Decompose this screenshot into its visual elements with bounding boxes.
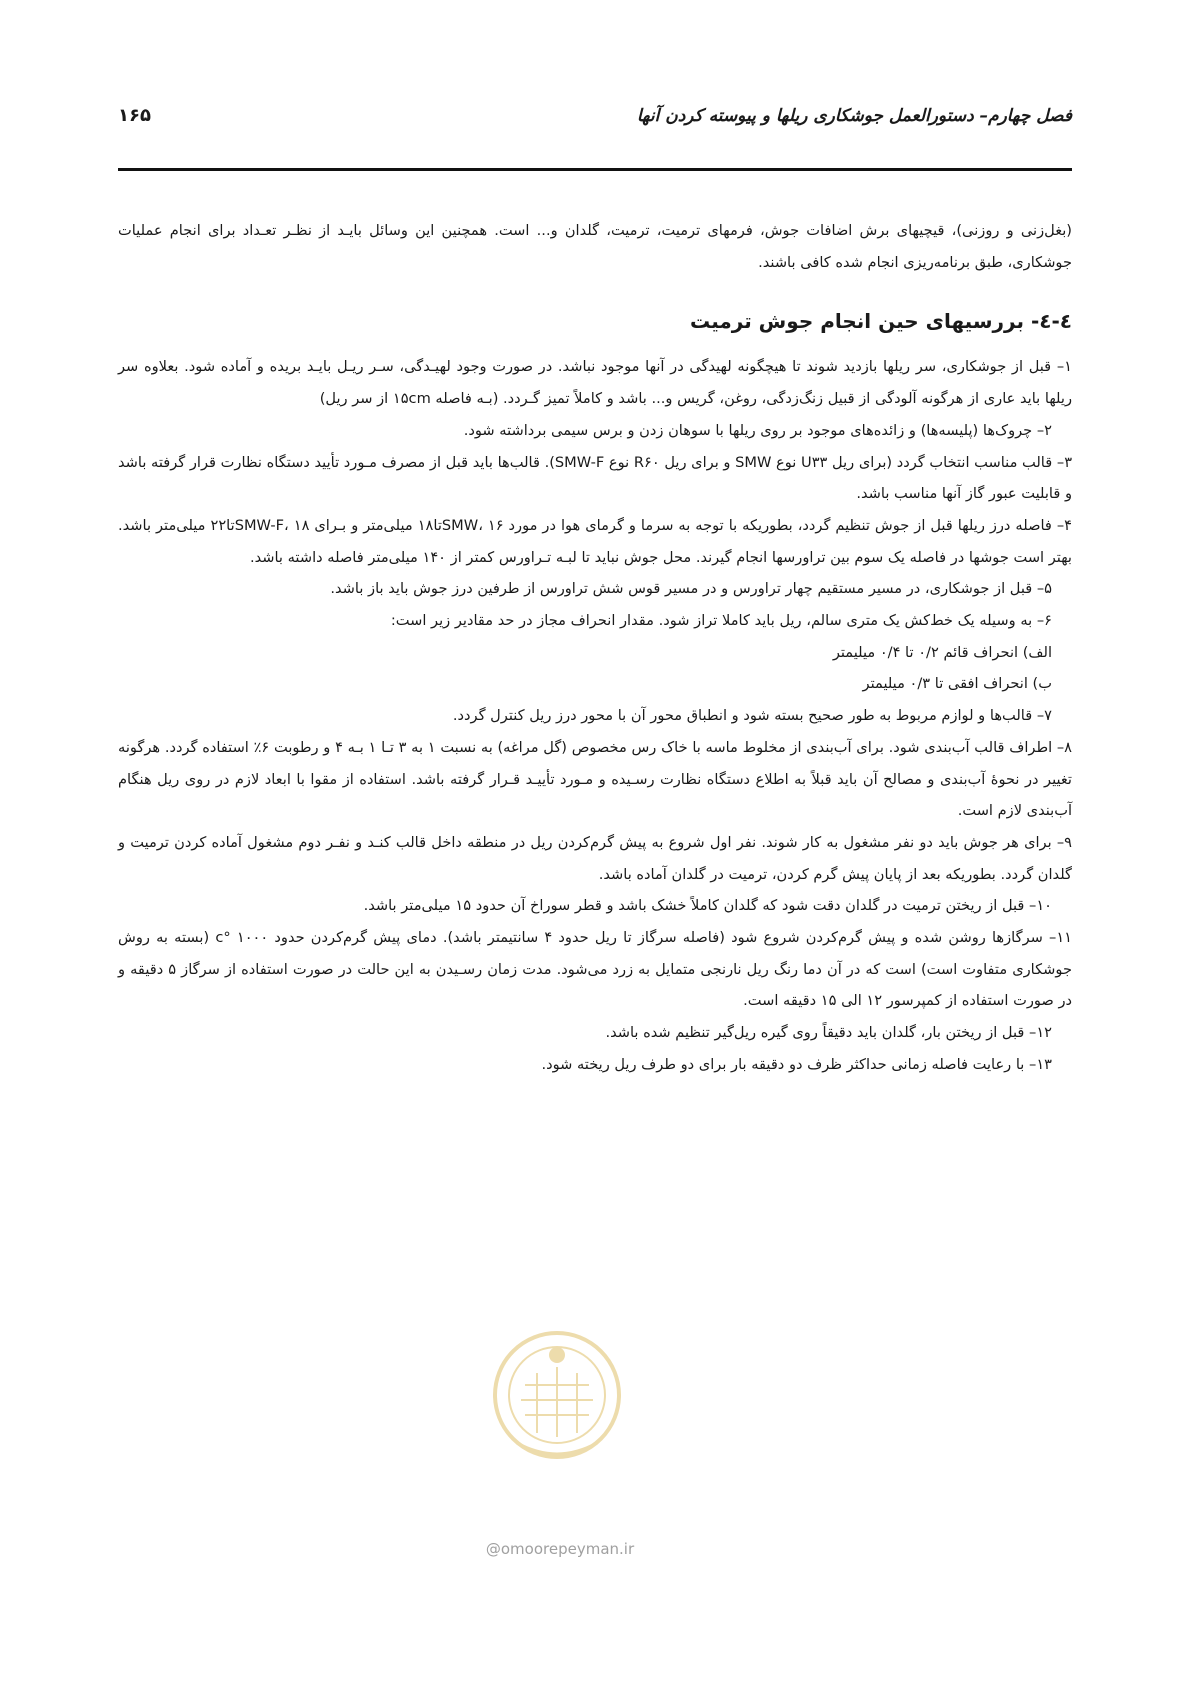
list-item-7: ۷– قالب‌ها و لوازم مربوط به طور صحیح بسته شود و انطباق محور آن با محور درز ریل کنترل گردد. xyxy=(452,707,1052,725)
list-item-8: ۸– اطراف قالب آب‌بندی شود. برای آب‌بندی از مخلوط ماسه با خاک رس مخصوص (گل مراغه) به نسبت ۱ به ۳ تـا ۱ بـه ۴ و رطوبت ۶٪ استفاده گردد. هرگونه تغییر در نحوهٔ آب‌بندی و مصالح آن باید قبلاً به اطلاع دستگاه نظارت رسـیده و مـورد تأییـد قـرار گرفته باشد. استفاده از مقوا با ابعاد لازم در روی ریل هنگام آب‌بندی لازم است. xyxy=(118,738,1072,820)
list-item-5: ۵– قبل از جوشکاری، در مسیر مستقیم چهار تراورس و در مسیر قوس شش تراورس از طرفین درز جوش باید باز باشد. xyxy=(330,580,1052,598)
watermark-url: @omoorepeyman.ir xyxy=(485,1540,635,1558)
list-item-3: ۳– قالب مناسب انتخاب گردد (برای ریل U۳۳ نوع SMW و برای ریل R۶۰ نوع SMW-F). قالب‌ها باید قبل از مصرف مـورد تأیید دستگاه نظارت قرار گرفته باشد و قابلیت عبور گاز آنها مناسب باشد. xyxy=(118,453,1073,503)
list-item-9: ۹– برای هر جوش باید دو نفر مشغول به کار شوند. نفر اول شروع به پیش گرم‌کردن ریل در منطقه داخل قالب کنـد و نفـر دوم مشغول آماده کردن ترمیت و گلدان گردد. بطوریکه بعد از پایان پیش گرم کردن، ترمیت در گلدان آماده باشد. xyxy=(118,833,1072,883)
list-item-4: ۴– فاصله درز ریلها قبل از جوش تنظیم گردد، بطوریکه با توجه به سرما و گرمای هوا در مورد SMW، ۱۶تا۱۸ میلی‌متر و بـرای SMW-F، ۱۸تا۲۲ میلی‌متر باشد. بهتر است جوشها در فاصله یک سوم بین تراورسها انجام گیرند. محل جوش نباید تا لبـه تـراورس کمتر از ۱۴۰ میلی‌متر فاصله داشته باشد. xyxy=(118,516,1072,566)
list-item-13: ۱۳– با رعایت فاصله زمانی حداکثر ظرف دو دقیقه بار برای دو طرف ریل ریخته شود. xyxy=(541,1055,1052,1073)
list-item-1: ۱– قبل از جوشکاری، سر ریلها بازدید شوند تا هیچگونه لهیدگی در آنها موجود نباشد. در صورت وجود لهیـدگی، سـر ریـل بایـد بریده و آماده شود. بعلاوه سر ریلها باید عاری از هرگونه آلودگی از قبیل زنگ‌زدگی، روغن، گریس و... باشد و کاملاً تمیز گـردد. (بـه فاصله ۱۵cm از سر ریل) xyxy=(118,358,1072,408)
list-item-6b: ب) انحراف افقی تا ۰/۳ میلیمتر xyxy=(862,675,1052,693)
body-text xyxy=(118,215,1072,1081)
list-item-11: ۱۱– سرگازها روشن شده و پیش گرم‌کردن شروع شود (فاصله سرگاز تا ریل حدود ۴ سانتیمتر باشد). دمای پیش گرم‌کردن حدود ۱۰۰۰ °c (بسته به روش جوشکاری متفاوت است) است که در آن دما رنگ ریل نارنجی متمایل به زرد می‌شود. مدت زمان رسـیدن به این حالت در صورت استفاده از سرگاز ۵ دقیقه و در صورت استفاده از کمپرسور ۱۲ الی ۱۵ دقیقه است. xyxy=(118,929,1073,1010)
list-item-12: ۱۲– قبل از ریختن بار، گلدان باید دقیقاً روی گیره ریل‌گیر تنظیم شده باشد. xyxy=(605,1024,1052,1042)
list-item-10: ۱۰– قبل از ریختن ترمیت در گلدان دقت شود که گلدان کاملاً خشک باشد و قطر سوراخ آن حدود ۱۵ میلی‌متر باشد. xyxy=(363,897,1052,915)
list-item-2: ۲– چروک‌ها (پلیسه‌ها) و زائده‌های موجود بر روی ریلها با سوهان زدن و برس سیمی برداشته شود. xyxy=(463,421,1052,439)
section-heading: ٤-٤- بررسیهای حین انجام جوش ترمیت xyxy=(690,309,1072,334)
list-item-6a: الف) انحراف قائم ۰/۲ تا ۰/۴ میلیمتر xyxy=(832,643,1052,661)
chapter-title: فصل چهارم– دستورالعمل جوشکاری ریلها و پیوسته کردن آنها xyxy=(636,106,1072,126)
intro-paragraph: (بغل‌زنی و روزنی)، قیچیهای برش اضافات جوش، فرمهای ترمیت، ترمیت، گلدان و... است. همچنین این وسائل بایـد از نظـر تعـداد برای انجام عملیات جوشکاری، طبق برنامه‌ریزی انجام شده کافی باشند. xyxy=(118,222,1072,271)
list-item-6: ۶– به وسیله یک خط‌کش یک متری سالم، ریل باید کاملا تراز شود. مقدار انحراف مجاز در حد مقادیر زیر است: xyxy=(390,612,1052,630)
header-divider xyxy=(118,168,1072,171)
page-number: ۱۶۵ xyxy=(118,105,151,126)
omoorepeyman-logo-icon xyxy=(487,1325,627,1475)
